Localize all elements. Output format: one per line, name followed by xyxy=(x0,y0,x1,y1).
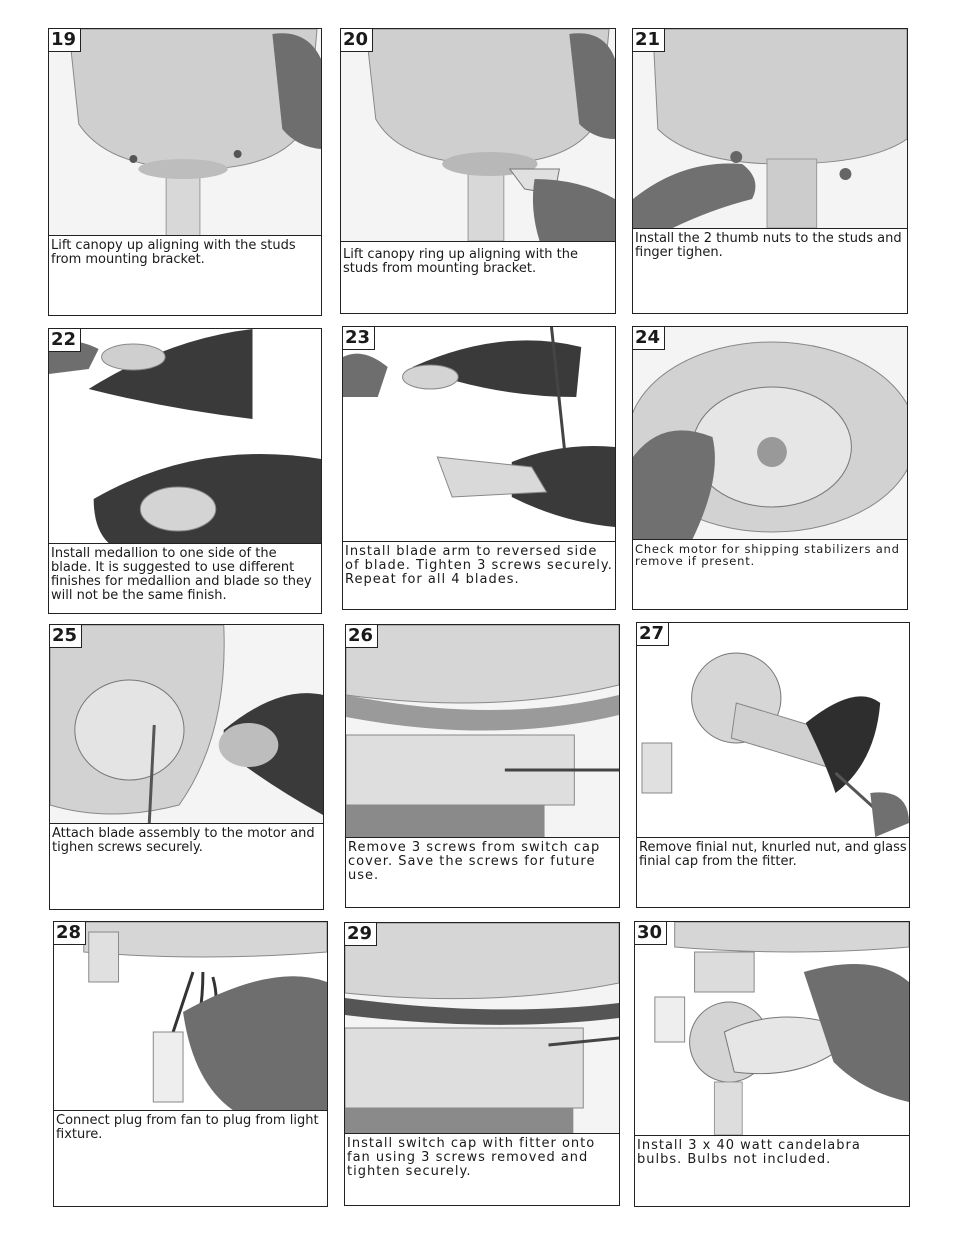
step-number: 27 xyxy=(637,623,669,646)
blade-assembly-photo xyxy=(50,625,323,823)
step-number: 30 xyxy=(635,922,667,945)
step-caption: Lift canopy up aligning with the studs from mounting bracket. xyxy=(49,235,321,315)
step-number: 25 xyxy=(50,625,82,648)
step-caption: Remove finial nut, knurled nut, and glass finial cap from the fitter. xyxy=(637,837,909,907)
step-caption: Remove 3 screws from switch cap cover. Save the screws for future use. xyxy=(346,837,619,907)
canopy-lift-photo xyxy=(49,29,321,235)
motor-stabilizer-photo xyxy=(633,327,907,539)
step-caption: Check motor for shipping stabilizers and remove if present. xyxy=(633,539,907,609)
step-caption: Install medallion to one side of the blade. It is suggested to use different finishes for medallion and blade so they will not be the same finish. xyxy=(49,543,321,613)
finial-nut-photo xyxy=(637,623,909,837)
step-20-panel xyxy=(340,28,616,314)
step-number: 21 xyxy=(633,29,665,52)
step-22-panel xyxy=(48,328,322,614)
thumb-nuts-photo xyxy=(633,29,907,228)
plug-connect-photo xyxy=(54,922,327,1110)
canopy-ring-photo xyxy=(341,29,615,241)
step-26-panel xyxy=(345,624,620,908)
step-19-panel xyxy=(48,28,322,316)
step-25-panel xyxy=(49,624,324,910)
step-number: 29 xyxy=(345,923,377,946)
switch-cap-screws-photo xyxy=(346,625,619,837)
step-21-panel xyxy=(632,28,908,314)
step-caption: Attach blade assembly to the motor and tighen screws securely. xyxy=(50,823,323,909)
step-caption: Connect plug from fan to plug from light fixture. xyxy=(54,1110,327,1206)
step-caption: Lift canopy ring up aligning with the studs from mounting bracket. xyxy=(341,241,615,313)
candelabra-bulbs-photo xyxy=(635,922,909,1135)
step-23-panel xyxy=(342,326,616,610)
step-caption: Install the 2 thumb nuts to the studs and finger tighen. xyxy=(633,228,907,313)
step-number: 20 xyxy=(341,29,373,52)
step-number: 28 xyxy=(54,922,86,945)
blade-arm-photo xyxy=(343,327,615,541)
step-caption: Install blade arm to reversed side of blade. Tighten 3 screws securely. Repeat for all 4 blades. xyxy=(343,541,615,609)
step-number: 22 xyxy=(49,329,81,352)
step-27-panel xyxy=(636,622,910,908)
step-number: 26 xyxy=(346,625,378,648)
step-caption: Install 3 x 40 watt candelabra bulbs. Bulbs not included. xyxy=(635,1135,909,1206)
step-number: 24 xyxy=(633,327,665,350)
step-caption: Install switch cap with fitter onto fan using 3 screws removed and tighten securely. xyxy=(345,1133,619,1205)
step-number: 23 xyxy=(343,327,375,350)
step-24-panel xyxy=(632,326,908,610)
step-29-panel xyxy=(344,922,620,1206)
step-30-panel xyxy=(634,921,910,1207)
medallion-blade-photo xyxy=(49,329,321,543)
switch-cap-install-photo xyxy=(345,923,619,1133)
step-28-panel xyxy=(53,921,328,1207)
step-number: 19 xyxy=(49,29,81,52)
